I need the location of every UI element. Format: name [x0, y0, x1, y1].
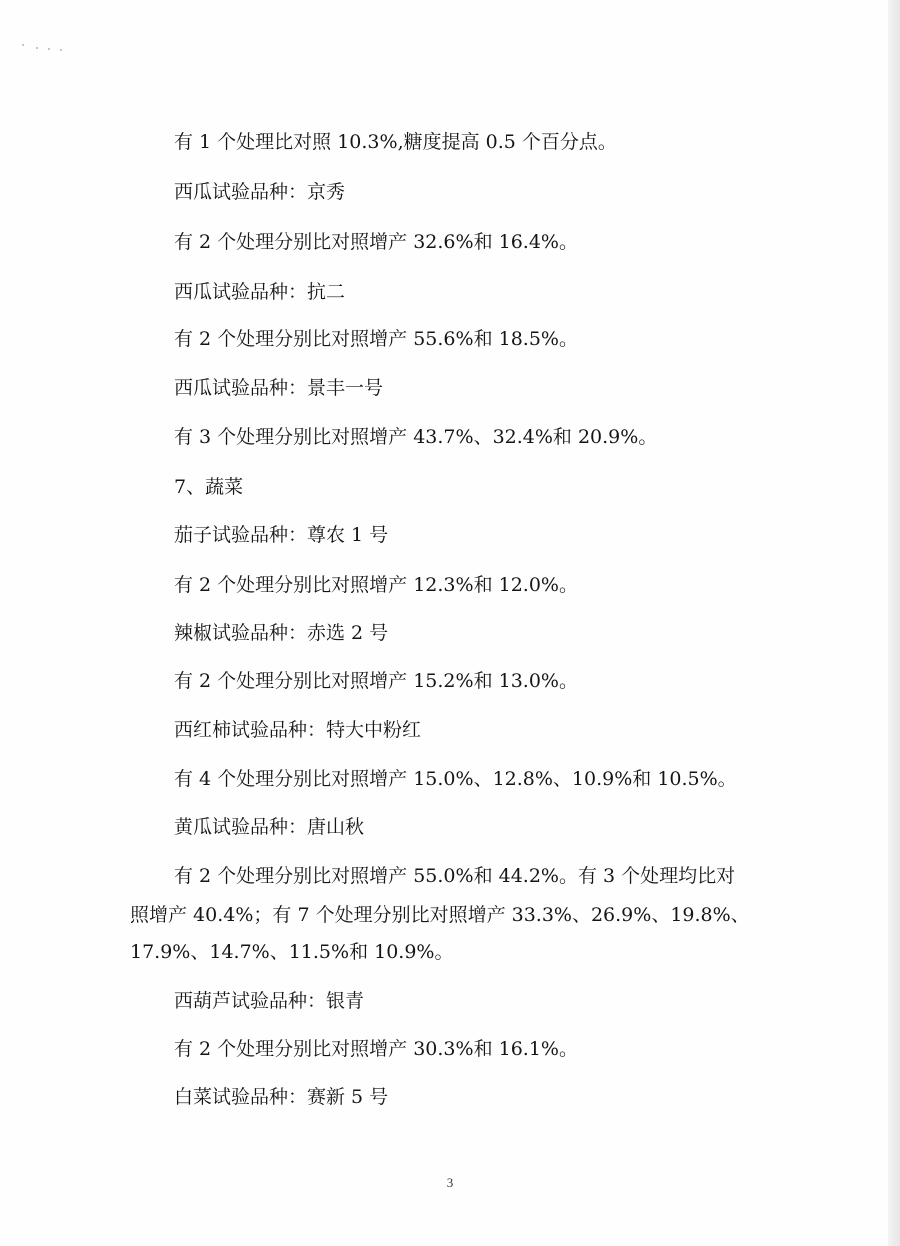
paragraph-line: 有 2 个处理分别比对照增产 55.6%和 18.5%。	[174, 328, 578, 350]
paragraph-line: 有 2 个处理分别比对照增产 32.6%和 16.4%。	[174, 231, 578, 253]
paragraph-line: 西瓜试验品种：抗二	[174, 281, 346, 303]
paragraph-line: 西瓜试验品种：景丰一号	[174, 377, 384, 399]
paragraph-line: 西葫芦试验品种：银青	[174, 990, 365, 1012]
paragraph-line: 黄瓜试验品种：唐山秋	[174, 816, 365, 838]
paragraph-line: 有 1 个处理比对照 10.3%,糖度提高 0.5 个百分点。	[174, 131, 617, 153]
paragraph-line: 17.9%、14.7%、11.5%和 10.9%。	[130, 941, 454, 963]
paragraph-line: 有 2 个处理分别比对照增产 30.3%和 16.1%。	[174, 1038, 578, 1060]
paragraph-line: 茄子试验品种：尊农 1 号	[174, 524, 389, 546]
page-number: 3	[446, 1175, 454, 1190]
paragraph-line: 辣椒试验品种：赤选 2 号	[174, 622, 389, 644]
paragraph-line: 西瓜试验品种：京秀	[174, 181, 346, 203]
paragraph-line: 有 2 个处理分别比对照增产 12.3%和 12.0%。	[174, 574, 578, 596]
paragraph-line: 白菜试验品种：赛新 5 号	[174, 1086, 389, 1108]
paragraph-line: 有 2 个处理分别比对照增产 15.2%和 13.0%。	[174, 670, 578, 692]
paragraph-line: 有 3 个处理分别比对照增产 43.7%、32.4%和 20.9%。	[174, 426, 658, 448]
scan-edge-shadow	[888, 0, 900, 1246]
paragraph-line: 照增产 40.4%；有 7 个处理分别比对照增产 33.3%、26.9%、19.8%、	[130, 904, 750, 926]
paragraph-line: 有 4 个处理分别比对照增产 15.0%、12.8%、10.9%和 10.5%。	[174, 768, 737, 790]
paragraph-line: 有 2 个处理分别比对照增产 55.0%和 44.2%。有 3 个处理均比对	[174, 865, 736, 887]
paragraph-line: 西红柿试验品种：特大中粉红	[174, 719, 422, 741]
scan-speckles	[22, 44, 82, 52]
section-heading: 7、蔬菜	[174, 476, 244, 498]
